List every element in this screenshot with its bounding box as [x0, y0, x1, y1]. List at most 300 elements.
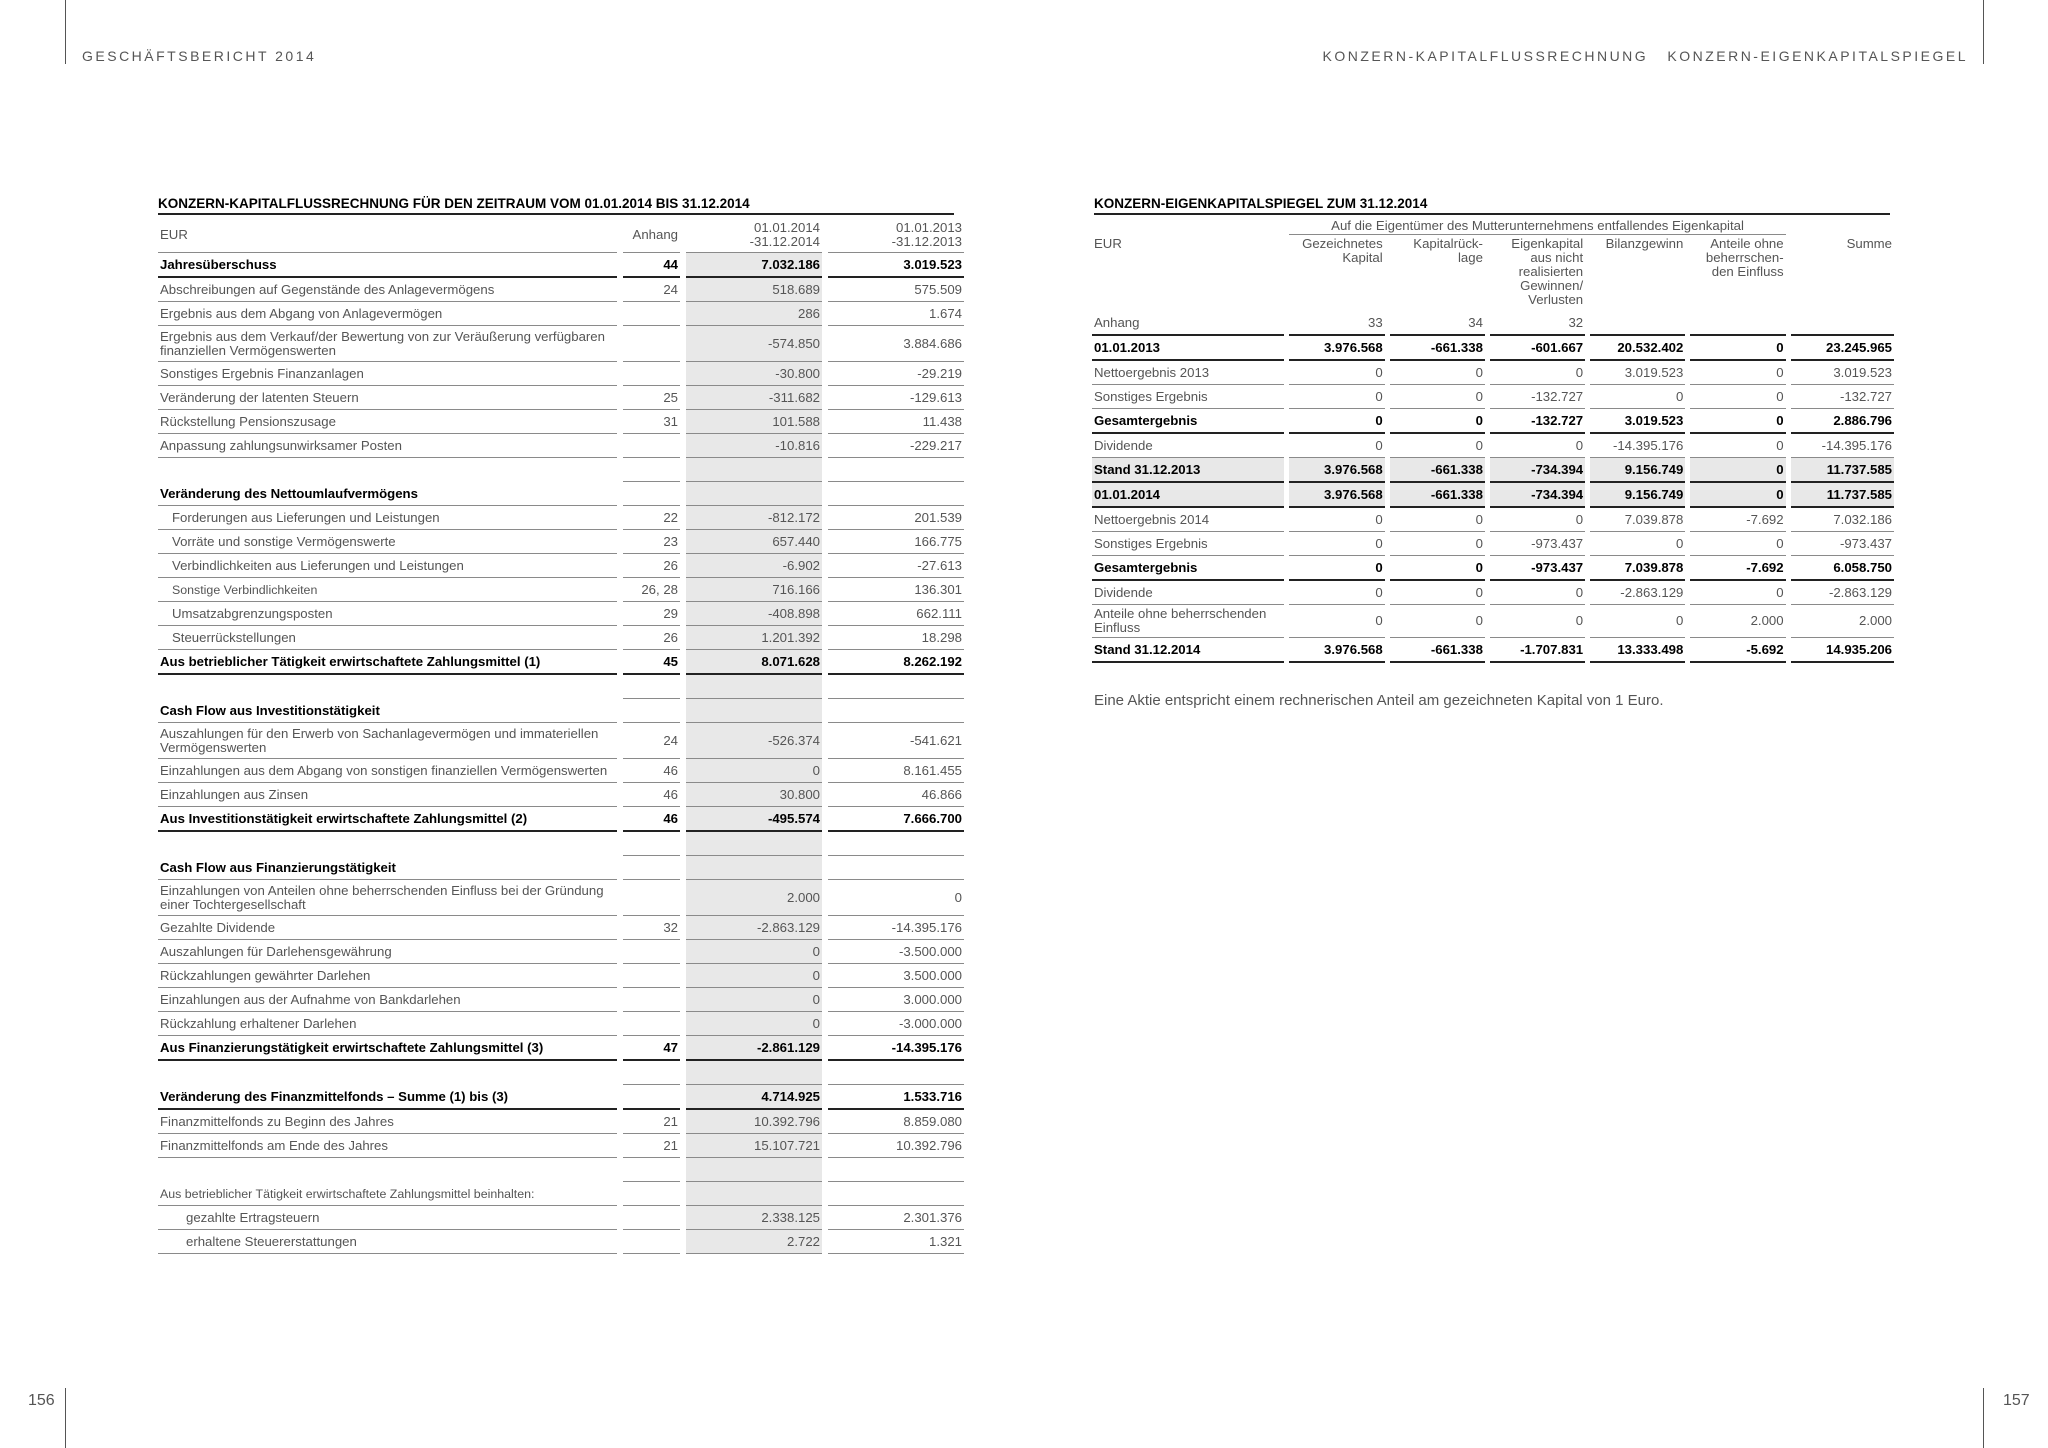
cashflow-anhang [623, 1206, 680, 1230]
cashflow-row [158, 1158, 964, 1182]
cashflow-label [158, 1158, 617, 1182]
equity-table [1087, 217, 1899, 663]
cashflow-row [158, 1182, 964, 1206]
cashflow-anhang [623, 1158, 680, 1182]
cashflow-label: Veränderung der latenten Steuern [158, 386, 617, 410]
equity-value: 0 [1490, 581, 1585, 605]
cashflow-value-2014: 10.392.796 [686, 1110, 822, 1134]
equity-value: -973.437 [1490, 556, 1585, 581]
equity-row [1092, 336, 1894, 361]
cashflow-anhang: 24 [623, 723, 680, 759]
equity-value: -973.437 [1490, 532, 1585, 556]
cashflow-value-2014: -812.172 [686, 506, 822, 530]
cashflow-anhang [623, 1061, 680, 1085]
cashflow-value-2014: -574.850 [686, 326, 822, 362]
cashflow-value-2014: 286 [686, 302, 822, 326]
cashflow-row [158, 699, 964, 723]
cashflow-anhang [623, 302, 680, 326]
cashflow-row [158, 506, 964, 530]
cashflow-value-2013: -3.000.000 [828, 1012, 964, 1036]
frame-line-bottom-left [65, 1388, 66, 1448]
cashflow-row [158, 807, 964, 832]
cashflow-row [158, 675, 964, 699]
cashflow-label: Abschreibungen auf Gegenstände des Anlagevermögens [158, 278, 617, 302]
cashflow-value-2014 [686, 1182, 822, 1206]
cashflow-value-2013 [828, 482, 964, 506]
equity-value: -132.727 [1791, 385, 1894, 409]
equity-title: KONZERN-EIGENKAPITALSPIEGEL ZUM 31.12.2014 [1094, 196, 1890, 215]
equity-value: 11.737.585 [1791, 483, 1894, 508]
equity-value: 0 [1590, 605, 1685, 638]
cashflow-row [158, 1012, 964, 1036]
equity-value [1590, 311, 1685, 336]
cashflow-label: Veränderung des Nettoumlaufvermögens [158, 482, 617, 506]
cashflow-value-2013: 0 [828, 880, 964, 916]
cashflow-row [158, 326, 964, 362]
cashflow-value-2014: -526.374 [686, 723, 822, 759]
cashflow-value-2014: -495.574 [686, 807, 822, 832]
cashflow-value-2013: 8.859.080 [828, 1110, 964, 1134]
cashflow-anhang: 32 [623, 916, 680, 940]
equity-value: 0 [1289, 605, 1384, 638]
cashflow-row [158, 723, 964, 759]
cashflow-label: Einzahlungen aus Zinsen [158, 783, 617, 807]
cashflow-value-2013: 136.301 [828, 578, 964, 602]
equity-value: 0 [1289, 556, 1384, 581]
equity-value: 3.976.568 [1289, 336, 1384, 361]
cashflow-value-2013: 3.019.523 [828, 253, 964, 278]
equity-value: 0 [1690, 361, 1785, 385]
cashflow-value-2013: 1.321 [828, 1230, 964, 1254]
equity-row [1092, 311, 1894, 336]
equity-value: 6.058.750 [1791, 556, 1894, 581]
equity-value: 0 [1390, 532, 1485, 556]
cashflow-value-2013 [828, 1158, 964, 1182]
equity-value: 0 [1289, 385, 1384, 409]
cashflow-anhang: 29 [623, 602, 680, 626]
equity-value: 0 [1490, 605, 1585, 638]
equity-value: 0 [1289, 409, 1384, 434]
cashflow-label: Forderungen aus Lieferungen und Leistungen [158, 506, 617, 530]
equity-span-empty [1092, 217, 1284, 235]
cashflow-anhang: 21 [623, 1110, 680, 1134]
cashflow-anhang: 26, 28 [623, 578, 680, 602]
cashflow-label [158, 675, 617, 699]
equity-col-header: Kapitalrück- lage [1413, 236, 1483, 265]
equity-col-header: Summe [1846, 236, 1892, 251]
cashflow-anhang: 44 [623, 253, 680, 278]
equity-value: -7.692 [1690, 556, 1785, 581]
equity-span-header: Auf die Eigentümer des Mutterunternehmens entfallendes Eigenkapital [1289, 217, 1785, 235]
equity-row-label: 01.01.2013 [1092, 336, 1284, 361]
equity-value: 0 [1289, 532, 1384, 556]
equity-row-label: Stand 31.12.2014 [1092, 638, 1284, 663]
equity-value: -7.692 [1690, 508, 1785, 532]
page-number-left: 156 [28, 1392, 55, 1409]
cashflow-label: Einzahlungen von Anteilen ohne beherrschenden Einfluss bei der Gründung einer Tochtergesellschaft [158, 880, 617, 916]
cashflow-value-2013 [828, 1061, 964, 1085]
equity-value: 3.976.568 [1289, 638, 1384, 663]
equity-row [1092, 385, 1894, 409]
cashflow-value-2013: -27.613 [828, 554, 964, 578]
cashflow-row [158, 626, 964, 650]
equity-row [1092, 434, 1894, 458]
cashflow-anhang [623, 1182, 680, 1206]
equity-value: 0 [1390, 605, 1485, 638]
equity-value: 0 [1289, 581, 1384, 605]
cashflow-label: Aus betrieblicher Tätigkeit erwirtschaftete Zahlungsmittel beinhalten: [158, 1182, 617, 1206]
cashflow-value-2014: 2.000 [686, 880, 822, 916]
cashflow-value-2013: -129.613 [828, 386, 964, 410]
cashflow-label: Gezahlte Dividende [158, 916, 617, 940]
cashflow-value-2013: 8.262.192 [828, 650, 964, 675]
page-number-right: 157 [2003, 1392, 2030, 1409]
equity-row-label: Sonstiges Ergebnis [1092, 385, 1284, 409]
cashflow-value-2013: 575.509 [828, 278, 964, 302]
equity-value: 20.532.402 [1590, 336, 1685, 361]
equity-value: 14.935.206 [1791, 638, 1894, 663]
cashflow-value-2014: 7.032.186 [686, 253, 822, 278]
cashflow-row [158, 1230, 964, 1254]
equity-value: 0 [1490, 508, 1585, 532]
equity-value: 0 [1390, 508, 1485, 532]
cashflow-row [158, 964, 964, 988]
cashflow-value-2013: -14.395.176 [828, 916, 964, 940]
equity-value: -5.692 [1690, 638, 1785, 663]
cashflow-value-2013: 3.500.000 [828, 964, 964, 988]
equity-value: 0 [1289, 361, 1384, 385]
equity-value: -734.394 [1490, 458, 1585, 483]
equity-value: -601.667 [1490, 336, 1585, 361]
cashflow-value-2013 [828, 458, 964, 482]
cashflow-value-2013 [828, 675, 964, 699]
cashflow-label: Cash Flow aus Finanzierungstätigkeit [158, 856, 617, 880]
cashflow-value-2014: 657.440 [686, 530, 822, 554]
equity-value: -973.437 [1791, 532, 1894, 556]
cashflow-row [158, 783, 964, 807]
cashflow-value-2014: 4.714.925 [686, 1085, 822, 1110]
equity-value: 0 [1690, 385, 1785, 409]
cashflow-label: Auszahlungen für den Erwerb von Sachanlagevermögen und immateriellen Vermögenswerten [158, 723, 617, 759]
cashflow-value-2014: -6.902 [686, 554, 822, 578]
cashflow-value-2014: -408.898 [686, 602, 822, 626]
equity-value: -14.395.176 [1791, 434, 1894, 458]
cashflow-value-2014: 0 [686, 988, 822, 1012]
cashflow-anhang: 25 [623, 386, 680, 410]
equity-note: Eine Aktie entspricht einem rechnerischen Anteil am gezeichneten Kapital von 1 Euro. [1094, 692, 1664, 709]
cashflow-value-2014: 8.071.628 [686, 650, 822, 675]
cashflow-anhang [623, 458, 680, 482]
equity-value [1791, 311, 1894, 336]
cashflow-value-2014: 2.722 [686, 1230, 822, 1254]
equity-row-label: Nettoergebnis 2014 [1092, 508, 1284, 532]
cashflow-value-2014: 0 [686, 940, 822, 964]
equity-row-label: Dividende [1092, 434, 1284, 458]
equity-value: 0 [1289, 434, 1384, 458]
cashflow-anhang: 26 [623, 626, 680, 650]
cashflow-row [158, 1036, 964, 1061]
cashflow-value-2013 [828, 1182, 964, 1206]
cashflow-value-2014: -311.682 [686, 386, 822, 410]
equity-row-label: Nettoergebnis 2013 [1092, 361, 1284, 385]
cashflow-value-2013: 46.866 [828, 783, 964, 807]
cashflow-label: Sonstiges Ergebnis Finanzanlagen [158, 362, 617, 386]
equity-row [1092, 409, 1894, 434]
equity-value: 0 [1590, 385, 1685, 409]
cashflow-label: Anpassung zahlungsunwirksamer Posten [158, 434, 617, 458]
cashflow-value-2013: -541.621 [828, 723, 964, 759]
cashflow-anhang [623, 1085, 680, 1110]
cashflow-value-2013: 166.775 [828, 530, 964, 554]
cashflow-anhang [623, 699, 680, 723]
equity-value: 7.032.186 [1791, 508, 1894, 532]
header-right-2: KONZERN-EIGENKAPITALSPIEGEL [1667, 48, 1968, 64]
cashflow-value-2013: 3.884.686 [828, 326, 964, 362]
cashflow-row [158, 434, 964, 458]
equity-value: -2.863.129 [1590, 581, 1685, 605]
equity-value: 33 [1289, 311, 1384, 336]
equity-row-label: Anteile ohne beherrschenden Einfluss [1092, 605, 1284, 638]
cashflow-label [158, 832, 617, 856]
equity-value: 2.886.796 [1791, 409, 1894, 434]
cashflow-value-2014 [686, 482, 822, 506]
cashflow-anhang: 23 [623, 530, 680, 554]
equity-value: 0 [1390, 581, 1485, 605]
equity-value: 9.156.749 [1590, 458, 1685, 483]
cashflow-value-2013: 662.111 [828, 602, 964, 626]
cashflow-row [158, 1061, 964, 1085]
cashflow-value-2014 [686, 458, 822, 482]
equity-value: 13.333.498 [1590, 638, 1685, 663]
cashflow-value-2014: 15.107.721 [686, 1134, 822, 1158]
equity-row [1092, 581, 1894, 605]
cashflow-row [158, 362, 964, 386]
cashflow-value-2014: 30.800 [686, 783, 822, 807]
equity-value: 9.156.749 [1590, 483, 1685, 508]
equity-row-label: Gesamtergebnis [1092, 409, 1284, 434]
equity-row-label: Sonstiges Ergebnis [1092, 532, 1284, 556]
cashflow-value-2014 [686, 856, 822, 880]
cashflow-label: Vorräte und sonstige Vermögenswerte [158, 530, 617, 554]
cashflow-label: gezahlte Ertragsteuern [158, 1206, 617, 1230]
cashflow-value-2014: -2.863.129 [686, 916, 822, 940]
cashflow-value-2013: 1.533.716 [828, 1085, 964, 1110]
cashflow-row [158, 278, 964, 302]
cashflow-value-2013: -3.500.000 [828, 940, 964, 964]
equity-col-eur: EUR [1094, 236, 1122, 251]
frame-line-bottom-right [1983, 1388, 1984, 1448]
cashflow-value-2014: -2.861.129 [686, 1036, 822, 1061]
cashflow-value-2014: 0 [686, 759, 822, 783]
cashflow-value-2014: 1.201.392 [686, 626, 822, 650]
cashflow-row [158, 578, 964, 602]
cashflow-value-2013: -29.219 [828, 362, 964, 386]
cashflow-label: Finanzmittelfonds zu Beginn des Jahres [158, 1110, 617, 1134]
cashflow-anhang: 24 [623, 278, 680, 302]
equity-value: -661.338 [1390, 638, 1485, 663]
cashflow-value-2014: 716.166 [686, 578, 822, 602]
equity-row [1092, 605, 1894, 638]
cashflow-value-2014: 0 [686, 964, 822, 988]
equity-value: 0 [1590, 532, 1685, 556]
equity-value: 0 [1490, 361, 1585, 385]
cashflow-anhang [623, 1230, 680, 1254]
cashflow-anhang [623, 856, 680, 880]
cashflow-label: Aus Investitionstätigkeit erwirtschaftete Zahlungsmittel (2) [158, 807, 617, 832]
cashflow-anhang [623, 988, 680, 1012]
cashflow-value-2013: 10.392.796 [828, 1134, 964, 1158]
equity-col-header: Anteile ohne beherrschen- den Einfluss [1705, 236, 1784, 279]
cashflow-anhang [623, 482, 680, 506]
equity-value: 0 [1289, 508, 1384, 532]
cashflow-value-2013: 3.000.000 [828, 988, 964, 1012]
cashflow-value-2013: -229.217 [828, 434, 964, 458]
cashflow-value-2013: 8.161.455 [828, 759, 964, 783]
cashflow-col-2014: 01.01.2014 -31.12.2014 [686, 217, 822, 253]
equity-value: 0 [1390, 434, 1485, 458]
cashflow-label [158, 458, 617, 482]
cashflow-anhang [623, 940, 680, 964]
cashflow-value-2014: 101.588 [686, 410, 822, 434]
equity-value: 0 [1390, 409, 1485, 434]
cashflow-label: Finanzmittelfonds am Ende des Jahres [158, 1134, 617, 1158]
cashflow-title: KONZERN-KAPITALFLUSSRECHNUNG FÜR DEN ZEITRAUM VOM 01.01.2014 BIS 31.12.2014 [158, 196, 954, 215]
cashflow-header-row [158, 217, 964, 253]
equity-row-label: Stand 31.12.2013 [1092, 458, 1284, 483]
cashflow-value-2014 [686, 1158, 822, 1182]
cashflow-anhang: 26 [623, 554, 680, 578]
cashflow-row [158, 602, 964, 626]
equity-value: 0 [1690, 434, 1785, 458]
equity-value: 2.000 [1791, 605, 1894, 638]
equity-value: 0 [1390, 385, 1485, 409]
cashflow-value-2013: 1.674 [828, 302, 964, 326]
cashflow-row [158, 650, 964, 675]
equity-value: 7.039.878 [1590, 508, 1685, 532]
cashflow-anhang: 47 [623, 1036, 680, 1061]
cashflow-value-2013 [828, 856, 964, 880]
cashflow-table [152, 217, 970, 1254]
cashflow-label: Veränderung des Finanzmittelfonds – Summe (1) bis (3) [158, 1085, 617, 1110]
cashflow-anhang [623, 880, 680, 916]
equity-value: 0 [1690, 532, 1785, 556]
equity-row-label: Gesamtergebnis [1092, 556, 1284, 581]
equity-value: -1.707.831 [1490, 638, 1585, 663]
cashflow-row [158, 482, 964, 506]
cashflow-value-2014: 518.689 [686, 278, 822, 302]
cashflow-value-2014 [686, 675, 822, 699]
equity-row [1092, 483, 1894, 508]
equity-value: 0 [1390, 361, 1485, 385]
frame-line-top-right [1983, 0, 1984, 64]
cashflow-label: Verbindlichkeiten aus Lieferungen und Leistungen [158, 554, 617, 578]
equity-col-header: Gezeichnetes Kapital [1302, 236, 1383, 265]
cashflow-row [158, 554, 964, 578]
equity-value: 23.245.965 [1791, 336, 1894, 361]
cashflow-anhang [623, 362, 680, 386]
equity-row [1092, 638, 1894, 663]
equity-row-label: Anhang [1092, 311, 1284, 336]
cashflow-value-2013: 2.301.376 [828, 1206, 964, 1230]
cashflow-label: Aus Finanzierungstätigkeit erwirtschaftete Zahlungsmittel (3) [158, 1036, 617, 1061]
cashflow-value-2013: 7.666.700 [828, 807, 964, 832]
cashflow-value-2014: -30.800 [686, 362, 822, 386]
cashflow-row [158, 916, 964, 940]
equity-row [1092, 508, 1894, 532]
equity-value: 0 [1690, 458, 1785, 483]
equity-header-row [1092, 235, 1894, 311]
cashflow-value-2014 [686, 832, 822, 856]
cashflow-anhang: 46 [623, 759, 680, 783]
cashflow-label: Sonstige Verbindlichkeiten [158, 578, 617, 602]
cashflow-col-2013: 01.01.2013 -31.12.2013 [828, 217, 964, 253]
cashflow-anhang [623, 675, 680, 699]
cashflow-row [158, 880, 964, 916]
cashflow-value-2013 [828, 699, 964, 723]
cashflow-value-2014 [686, 699, 822, 723]
cashflow-label: Rückzahlungen gewährter Darlehen [158, 964, 617, 988]
cashflow-value-2013: 18.298 [828, 626, 964, 650]
cashflow-row [158, 856, 964, 880]
cashflow-row [158, 1206, 964, 1230]
equity-value: -2.863.129 [1791, 581, 1894, 605]
cashflow-row [158, 253, 964, 278]
cashflow-value-2013: -14.395.176 [828, 1036, 964, 1061]
cashflow-label: Einzahlungen aus dem Abgang von sonstigen finanziellen Vermögenswerten [158, 759, 617, 783]
equity-value: 3.976.568 [1289, 483, 1384, 508]
equity-span-empty-2 [1791, 217, 1894, 235]
cashflow-row [158, 988, 964, 1012]
equity-value: -661.338 [1390, 483, 1485, 508]
equity-value: 32 [1490, 311, 1585, 336]
header-left: GESCHÄFTSBERICHT 2014 [82, 48, 317, 64]
cashflow-label: erhaltene Steuererstattungen [158, 1230, 617, 1254]
cashflow-label: Jahresüberschuss [158, 253, 617, 278]
cashflow-anhang: 46 [623, 807, 680, 832]
cashflow-value-2014: -10.816 [686, 434, 822, 458]
cashflow-label: Ergebnis aus dem Abgang von Anlagevermögen [158, 302, 617, 326]
equity-value: 3.976.568 [1289, 458, 1384, 483]
cashflow-row [158, 530, 964, 554]
equity-value: 3.019.523 [1590, 361, 1685, 385]
equity-value: 0 [1390, 556, 1485, 581]
frame-line-top-left [65, 0, 66, 64]
cashflow-anhang [623, 832, 680, 856]
cashflow-value-2013: 11.438 [828, 410, 964, 434]
cashflow-label: Aus betrieblicher Tätigkeit erwirtschaftete Zahlungsmittel (1) [158, 650, 617, 675]
equity-value: -14.395.176 [1590, 434, 1685, 458]
equity-value: 3.019.523 [1590, 409, 1685, 434]
cashflow-label: Rückzahlung erhaltener Darlehen [158, 1012, 617, 1036]
cashflow-value-2013: 201.539 [828, 506, 964, 530]
cashflow-label: Umsatzabgrenzungsposten [158, 602, 617, 626]
equity-value: 0 [1690, 581, 1785, 605]
cashflow-label: Rückstellung Pensionszusage [158, 410, 617, 434]
equity-row-label: Dividende [1092, 581, 1284, 605]
equity-row [1092, 458, 1894, 483]
cashflow-row [158, 458, 964, 482]
equity-value: 3.019.523 [1791, 361, 1894, 385]
equity-row [1092, 532, 1894, 556]
cashflow-row [158, 832, 964, 856]
cashflow-label: Auszahlungen für Darlehensgewährung [158, 940, 617, 964]
equity-value: 2.000 [1690, 605, 1785, 638]
cashflow-anhang: 31 [623, 410, 680, 434]
header-right [1323, 48, 1968, 64]
cashflow-label: Steuerrückstellungen [158, 626, 617, 650]
equity-value: 0 [1690, 409, 1785, 434]
cashflow-anhang [623, 964, 680, 988]
